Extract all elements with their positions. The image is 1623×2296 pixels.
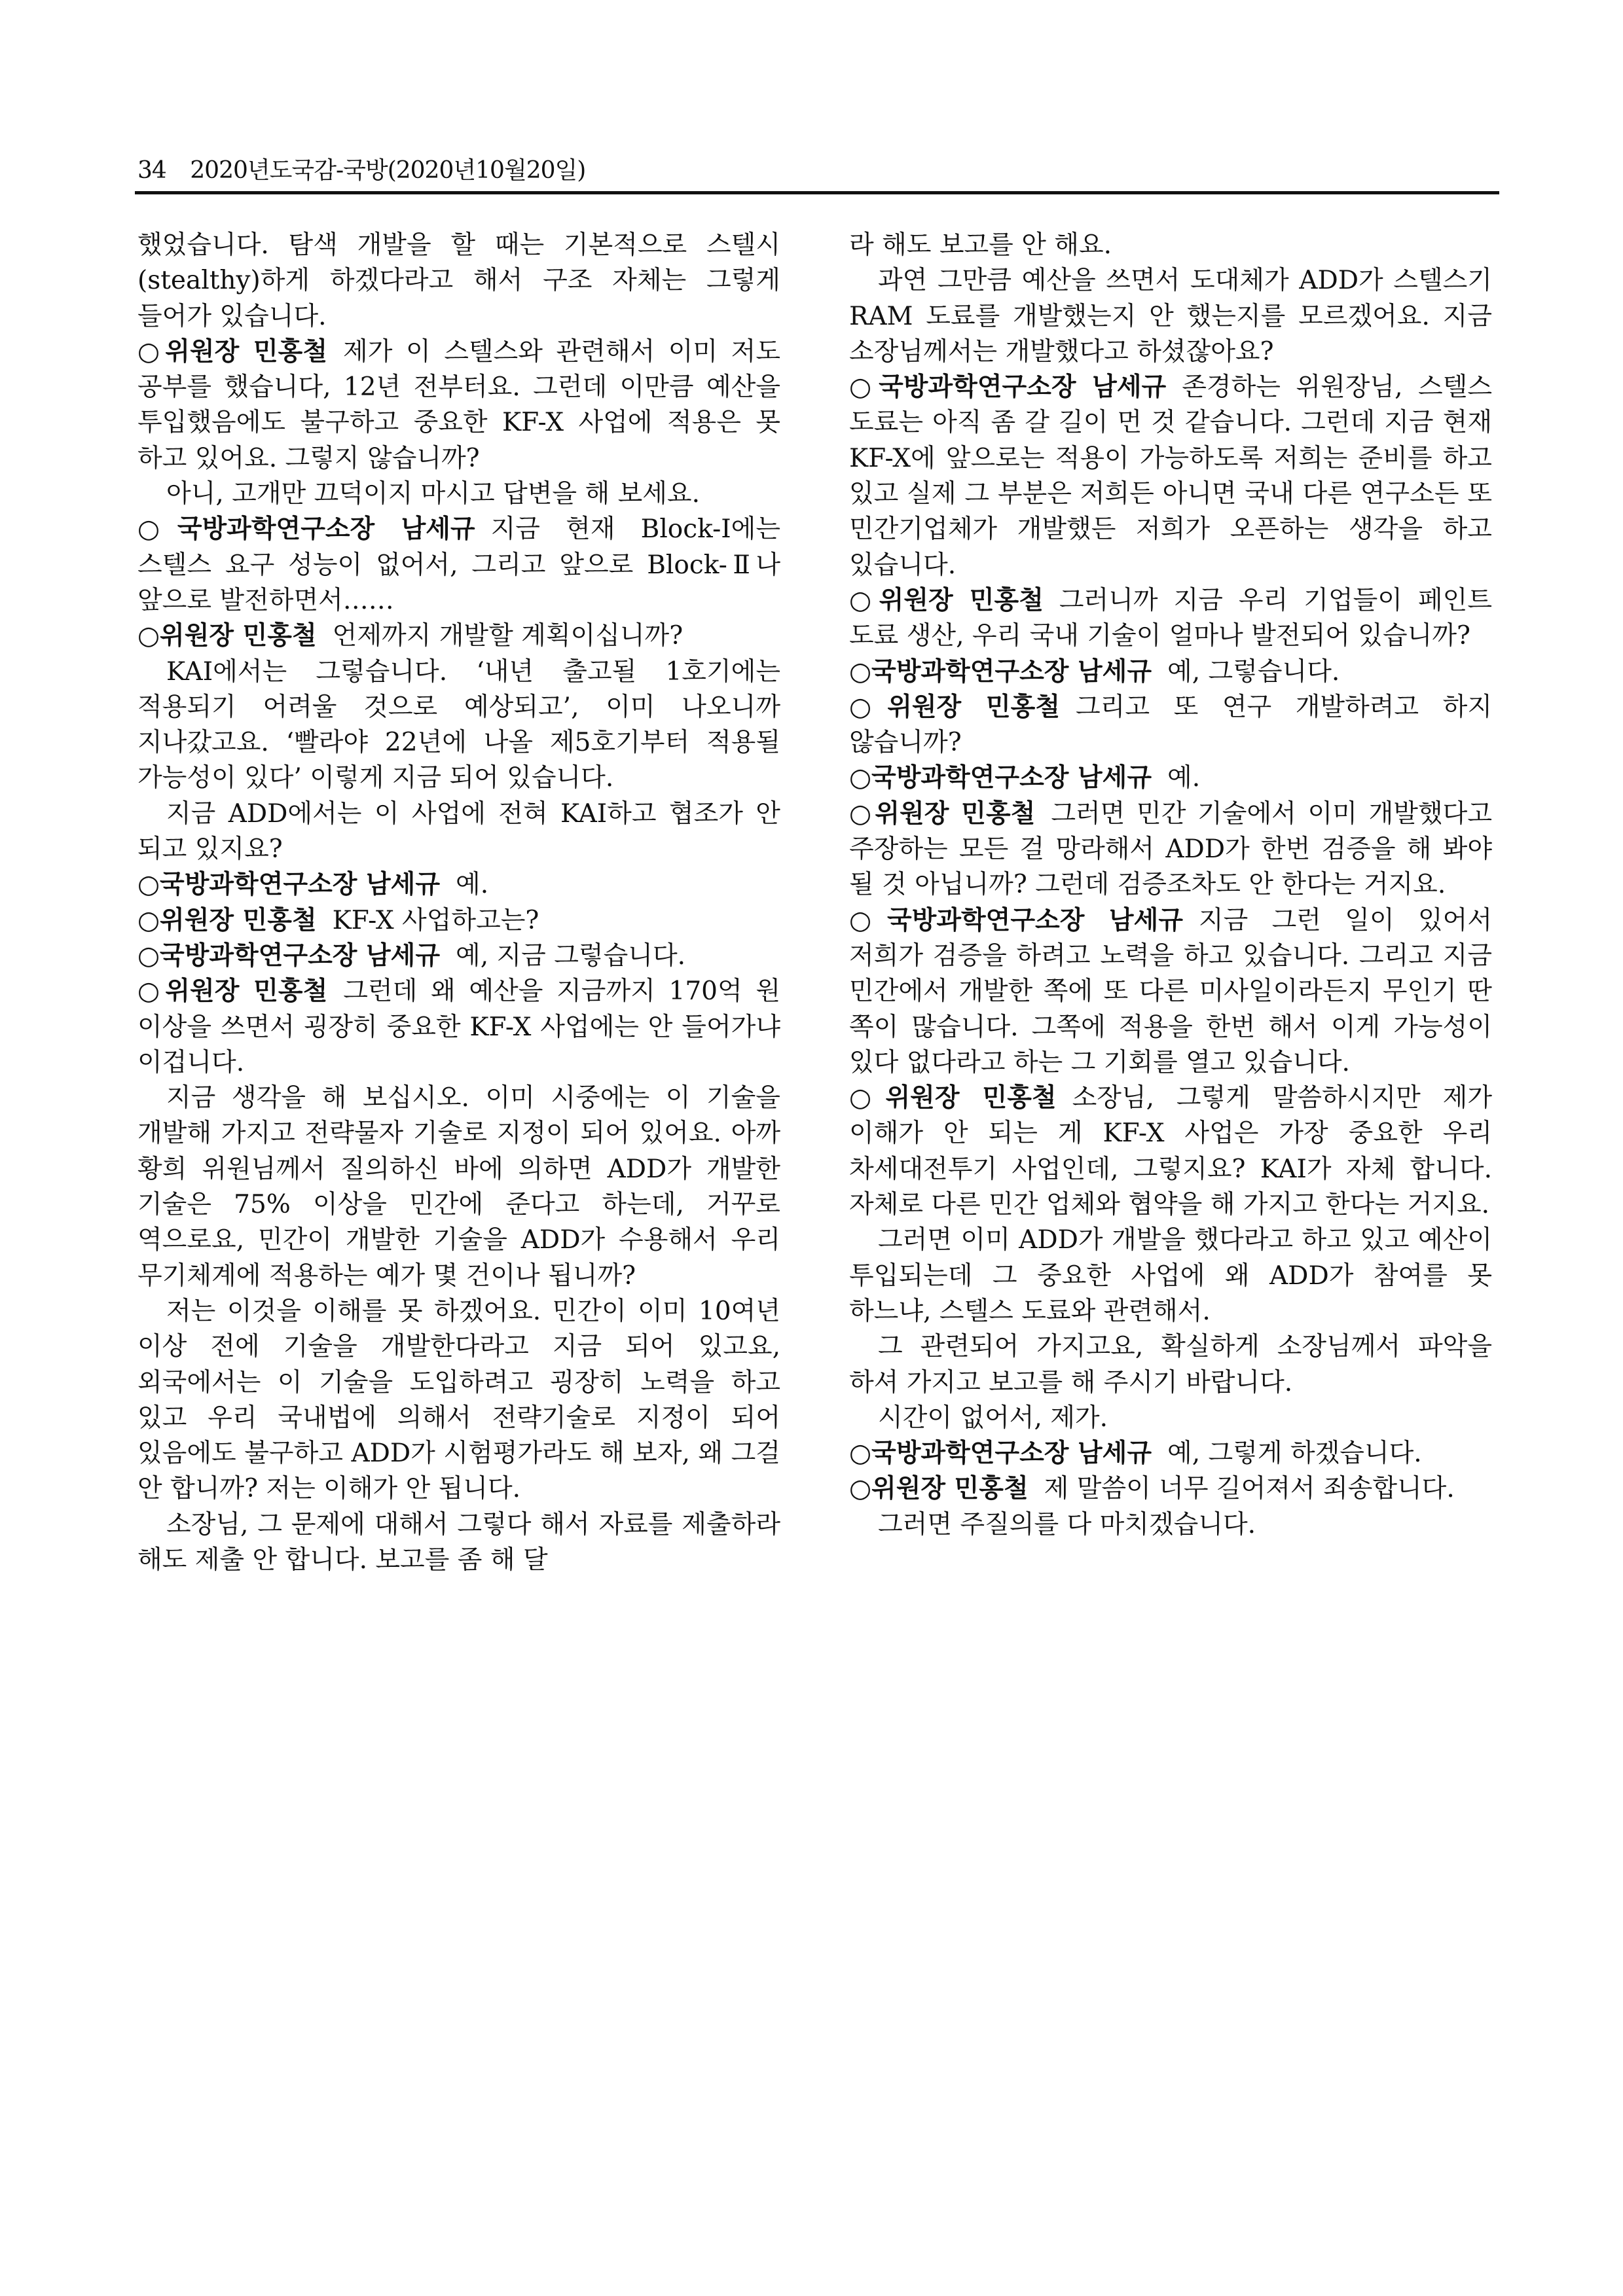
paragraph-text: 과연 그만큼 예산을 쓰면서 도대체가 ADD가 스텔스기 RAM 도료를 개발했는지 안 했는지를 모르겠어요. 지금 소장님께서는 개발했다고 하셨잖아요? <box>849 266 1492 367</box>
speech-paragraph <box>137 939 780 974</box>
paragraph-text: 예. <box>456 870 489 900</box>
speech-paragraph <box>137 334 780 476</box>
speaker-label <box>137 514 475 544</box>
speech-paragraph <box>849 583 1492 655</box>
speaker-circle-icon: ○ <box>849 372 879 403</box>
speaker-label <box>849 906 1183 935</box>
speaker-name: 국방과학연구소장 남세규 <box>871 763 1152 793</box>
speech-paragraph <box>849 1081 1492 1223</box>
speaker-name: 위원장 민홍철 <box>887 692 1060 722</box>
paragraph-text: 제 말씀이 너무 길어져서 죄송합니다. <box>1044 1474 1455 1504</box>
speech-paragraph <box>849 1471 1492 1507</box>
speaker-name: 국방과학연구소장 남세규 <box>871 656 1152 687</box>
paragraph-text: 지금 현재 Block-I에는 스텔스 요구 성능이 없어서, 그리고 앞으로 Block-Ⅱ나 앞으로 발전하면서…… <box>137 514 781 615</box>
text-paragraph <box>849 1223 1492 1329</box>
text-paragraph <box>849 263 1492 370</box>
header-title: 2020년도국감-국방(2020년10월20일) <box>190 157 586 184</box>
text-paragraph <box>137 655 780 797</box>
right-column <box>849 228 1492 1543</box>
speaker-name: 위원장 민홍철 <box>875 798 1036 829</box>
paragraph-text: 라 해도 보고를 안 해요. <box>849 230 1112 260</box>
speaker-label <box>849 799 1035 829</box>
paragraph-text: 존경하는 위원장님, 스텔스 도료는 아직 좀 갈 길이 먼 것 같습니다. 그런데 지금 현재 KF-X에 앞으로는 적용이 가능하도록 저희는 준비를 하고 있고 실제 그 부분은 저희든 아니면 국내 다른 연구소든 또 민간기업체가 개발했든 저희가 오픈하는 생각을 하고 있습니다. <box>849 372 1493 580</box>
speaker-circle-icon: ○ <box>137 336 166 367</box>
paragraph-text: 소장님, 그 문제에 대해서 그렇다 해서 자료를 제출하라 해도 제출 안 합니다. 보고를 좀 해 달 <box>137 1509 780 1575</box>
speaker-label <box>137 941 440 971</box>
text-paragraph <box>137 476 780 512</box>
speaker-name: 국방과학연구소장 남세규 <box>177 514 475 545</box>
paragraph-text: 시간이 없어서, 제가. <box>878 1403 1108 1433</box>
speaker-circle-icon: ○ <box>849 585 879 615</box>
speaker-label <box>137 870 440 899</box>
paragraph-text: 제가 이 스텔스와 관련해서 이미 저도 공부를 했습니다, 12년 전부터요. 그런데 이만큼 예산을 투입했음에도 불구하고 중요한 KF-X 사업에 적용은 못 하고 있어요. 그렇지 않습니까? <box>137 336 781 473</box>
speaker-label <box>849 1083 1057 1113</box>
speaker-name: 위원장 민홍철 <box>165 977 328 1007</box>
paragraph-text: 지금 생각을 해 보십시오. 이미 시중에는 이 기술을 개발해 가지고 전략물자 기술로 지정이 되어 있어요. 아까 황희 위원님께서 질의하신 바에 의하면 ADD가 개발한 기술은 75% 이상을 민간에 준다고 하는데, 거꾸로 역으로요, 민간이 개발한 기술을 ADD가 수용해서 우리 무기체계에 적용하는 예가 몇 건이나 됩니까? <box>137 1083 780 1291</box>
paragraph-text: 예, 그렇습니다. <box>1167 656 1340 687</box>
speech-paragraph <box>849 655 1492 690</box>
speech-paragraph <box>137 512 780 619</box>
speaker-label <box>137 977 327 1006</box>
speech-paragraph <box>137 974 780 1081</box>
speech-paragraph <box>849 690 1492 761</box>
text-paragraph <box>849 228 1492 263</box>
speaker-circle-icon: ○ <box>137 941 160 971</box>
paragraph-text: 그러니까 지금 우리 기업들이 페인트 도료 생산, 우리 국내 기술이 얼마나 발전되어 있습니까? <box>849 585 1493 651</box>
speaker-name: 국방과학연구소장 남세규 <box>160 941 441 971</box>
speaker-name: 국방과학연구소장 남세규 <box>886 905 1183 935</box>
text-paragraph <box>849 1329 1492 1401</box>
left-column <box>137 228 780 1578</box>
paragraph-text: 예, 지금 그렇습니다. <box>456 941 686 971</box>
speaker-circle-icon: ○ <box>849 1439 872 1469</box>
text-paragraph <box>137 228 780 334</box>
speaker-label <box>849 657 1152 687</box>
paragraph-text: 언제까지 개발할 계획이십니까? <box>332 621 684 651</box>
speech-paragraph <box>849 1436 1492 1471</box>
speaker-circle-icon: ○ <box>137 905 160 935</box>
speaker-circle-icon: ○ <box>137 870 160 900</box>
paragraph-text: KAI에서는 그렇습니다. ‘내년 출고될 1호기에는 적용되기 어려울 것으로 예상되고’, 이미 나오니까 지나갔고요. ‘빨라야 22년에 나올 제5호기부터 적용될 가능성이 있다’ 이렇게 지금 되어 있습니다. <box>137 656 780 793</box>
paragraph-text: 했었습니다. 탐색 개발을 할 때는 기본적으로 스텔시(stealthy)하게 하겠다라고 해서 구조 자체는 그렇게 들어가 있습니다. <box>137 230 780 331</box>
speaker-label <box>137 337 327 367</box>
text-paragraph <box>849 1401 1492 1436</box>
speaker-circle-icon: ○ <box>137 977 166 1007</box>
paragraph-text: 그런데 왜 예산을 지금까지 170억 원 이상을 쓰면서 굉장히 중요한 KF-X 사업에는 안 들어가냐 이겁니다. <box>137 977 781 1077</box>
speaker-circle-icon: ○ <box>849 798 875 829</box>
speaker-label <box>849 586 1044 615</box>
speaker-name: 위원장 민홍철 <box>885 1083 1057 1113</box>
paragraph-text: 그러면 민간 기술에서 이미 개발했다고 주장하는 모든 걸 망라해서 ADD가 한번 검증을 해 봐야 될 것 아닙니까? 그런데 검증조차도 안 한다는 거지요. <box>849 798 1492 900</box>
speaker-circle-icon: ○ <box>849 1083 886 1113</box>
header-rule <box>135 191 1499 194</box>
speaker-name: 위원장 민홍철 <box>871 1474 1029 1504</box>
paragraph-text: 그러면 주질의를 다 마치겠습니다. <box>878 1509 1256 1539</box>
speaker-name: 위원장 민홍철 <box>160 905 317 935</box>
speaker-label <box>849 1474 1029 1503</box>
speaker-circle-icon: ○ <box>849 905 887 935</box>
text-paragraph <box>137 797 780 868</box>
paragraph-text: 그 관련되어 가지고요, 확실하게 소장님께서 파악을 하셔 가지고 보고를 해 주시기 바랍니다. <box>849 1332 1492 1397</box>
speaker-circle-icon: ○ <box>137 514 177 545</box>
speaker-name: 국방과학연구소장 남세규 <box>879 372 1167 403</box>
speaker-name: 위원장 민홍철 <box>879 585 1044 615</box>
paragraph-text: 지금 ADD에서는 이 사업에 전혀 KAI하고 협조가 안 되고 있지요? <box>137 798 780 865</box>
speech-paragraph <box>137 867 780 903</box>
page-number: 34 <box>137 157 166 184</box>
speaker-label <box>137 621 317 651</box>
paragraph-text: 그리고 또 연구 개발하려고 하지 않습니까? <box>849 692 1493 758</box>
speaker-label <box>849 372 1166 402</box>
speaker-circle-icon: ○ <box>849 692 888 722</box>
paragraph-text: 아니, 고개만 끄덕이지 마시고 답변을 해 보세요. <box>166 479 700 509</box>
text-paragraph <box>137 1081 780 1294</box>
speaker-name: 위원장 민홍철 <box>160 621 317 651</box>
text-paragraph <box>849 1507 1492 1543</box>
speech-paragraph <box>137 903 780 939</box>
speaker-label <box>137 906 317 935</box>
speech-paragraph <box>849 370 1492 583</box>
speech-paragraph <box>849 903 1492 1081</box>
paragraph-text: 예, 그렇게 하겠습니다. <box>1167 1439 1422 1469</box>
paragraph-text: 예. <box>1167 763 1201 793</box>
speaker-name: 위원장 민홍철 <box>165 336 328 367</box>
speaker-label <box>849 1439 1152 1468</box>
speech-paragraph <box>137 619 780 654</box>
speaker-label <box>849 692 1060 722</box>
paragraph-text: 저는 이것을 이해를 못 하겠어요. 민간이 이미 10여년 이상 전에 기술을 개발한다라고 지금 되어 있고요, 외국에서는 이 기술을 도입하려고 굉장히 노력을 하고 있고 우리 국내법에 의해서 전략기술로 지정이 되어 있음에도 불구하고 ADD가 시험평가라도 해 보자, 왜 그걸 안 합니까? 저는 이해가 안 됩니다. <box>137 1296 780 1504</box>
paragraph-text: KF-X 사업하고는? <box>332 905 539 935</box>
paragraph-text: 지금 그런 일이 있어서 저희가 검증을 하려고 노력을 하고 있습니다. 그리고 지금 민간에서 개발한 쪽에 또 다른 미사일이라든지 무인기 딴 쪽이 많습니다. 그쪽에 적용을 한번 해서 이게 가능성이 있다 없다라고 하는 그 기회를 열고 있습니다. <box>849 905 1493 1077</box>
speaker-circle-icon: ○ <box>849 656 872 687</box>
speech-paragraph <box>849 797 1492 903</box>
text-paragraph <box>137 1294 780 1507</box>
speaker-name: 국방과학연구소장 남세규 <box>871 1439 1152 1469</box>
text-paragraph <box>137 1507 780 1579</box>
speaker-name: 국방과학연구소장 남세규 <box>160 870 441 900</box>
paragraph-text: 소장님, 그렇게 말씀하시지만 제가 이해가 안 되는 게 KF-X 사업은 가장 중요한 우리 차세대전투기 사업인데, 그렇지요? KAI가 자체 합니다. 자체로 다른 민간 업체와 협약을 해 가지고 한다는 거지요. <box>849 1083 1493 1220</box>
speaker-label <box>849 763 1152 793</box>
running-header <box>137 152 585 185</box>
speaker-circle-icon: ○ <box>137 621 160 651</box>
paragraph-text: 그러면 이미 ADD가 개발을 했다라고 하고 있고 예산이 투입되는데 그 중요한 사업에 왜 ADD가 참여를 못 하느냐, 스텔스 도료와 관련해서. <box>849 1225 1492 1326</box>
speaker-circle-icon: ○ <box>849 1474 872 1504</box>
speech-paragraph <box>849 761 1492 796</box>
speaker-circle-icon: ○ <box>849 763 872 793</box>
